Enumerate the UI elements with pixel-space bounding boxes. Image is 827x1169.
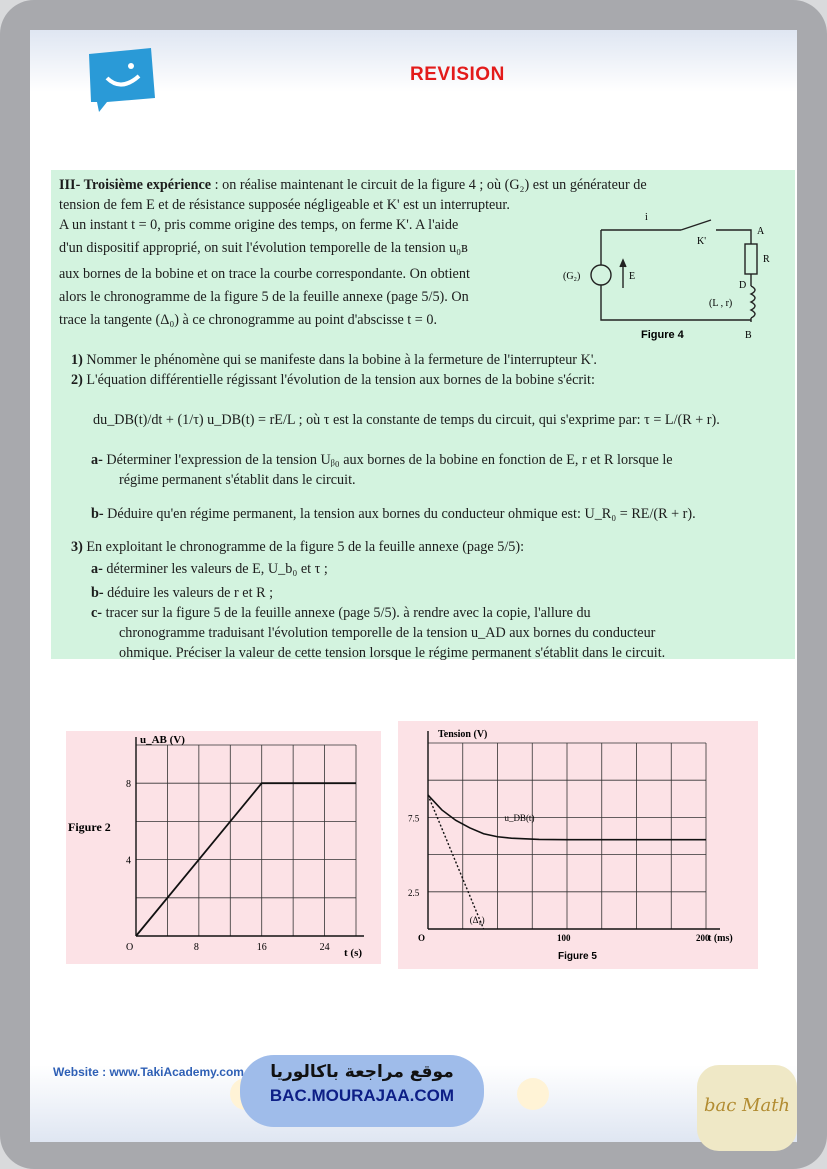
q-text: tracer sur la figure 5 de la feuille annexe (page 5/5). à rendre avec la copie, l'allure du [102,605,591,621]
exercise-line-5: aux bornes de la bobine et on trace la courbe correspondante. On obtient [59,266,470,282]
x-tick-label: 8 [193,942,199,953]
tangent-line [428,795,484,929]
x-axis-label: t (ms) [708,933,733,944]
chart-title: Figure 2 [68,820,111,834]
banner-arabic-text: موقع مراجعة باكالوريا [270,1062,454,1082]
label-d: D [739,280,747,291]
q-number: 1) [71,352,83,368]
chart-title: Figure 5 [558,951,597,962]
y-axis-label: Tension (V) [438,729,488,740]
q-text: Déterminer l'expression de la tension Uᵦ₀ aux bornes de la bobine en fonction de E, r et R lorsque le [102,452,673,468]
q-text: Nommer le phénomène qui se manifeste dans la bobine à la fermeture de l'interrupteur K'. [82,352,597,368]
banner-url[interactable]: BAC.MOURAJAA.COM [269,1086,455,1105]
exercise-line-1 [59,175,779,196]
question-3c-cont2: ohmique. Préciser la valeur de cette tension lorsque le régime permanent s'établit dans le circuit. [119,645,666,661]
figure-5-panel [398,721,758,969]
website-link[interactable]: Website : www.TakiAcademy.com [53,1065,244,1079]
figure-5-chart [398,721,758,969]
series-label-udb: u_DB(t) [504,812,535,823]
q-text: déterminer les valeurs de E, U_b₀ et τ ; [102,561,328,577]
label-a: A [757,226,765,237]
label-b: B [745,330,752,341]
q-letter: b- [91,585,104,601]
exercise-line-2: tension de fem E et de résistance supposée négligeable et K' est un interrupteur. [59,197,510,213]
label-l: (L , r) [709,298,733,309]
switch-k [681,220,711,230]
bac-mourajaa-banner[interactable] [240,1055,484,1127]
x-tick-label: O [418,933,426,943]
differential-equation: du_DB(t)/dt + (1/τ) u_DB(t) = rE/L ; où τ est la constante de temps du circuit, qui s'exprime par: τ = L/(R + r). [93,412,720,428]
x-tick-label: 16 [256,942,267,953]
x-tick-label: 200 [696,933,710,943]
generator-g2 [591,265,611,285]
y-tick-label: 2.5 [408,887,420,898]
series-label-tangent: (Δ₀) [469,915,485,926]
label-i: i [645,212,648,223]
question-1 [71,350,597,371]
question-2 [71,370,595,391]
x-tick-label: 24 [319,942,330,953]
label-g2: (G₂) [563,271,581,282]
figure-2-chart [66,731,381,964]
question-2a [91,450,673,471]
question-3a [91,559,328,580]
badge-text: bac Math [703,1095,791,1116]
question-3 [71,537,524,558]
exercise-line-3: A un instant t = 0, pris comme origine des temps, on ferme K'. A l'aide [59,217,459,233]
label-e: E [629,271,636,282]
circuit-figure-4 [563,210,801,350]
coil-l [751,286,755,318]
exercise-line-7: trace la tangente (Δ₀) à ce chronogramme au point d'abscisse t = 0. [59,312,437,328]
exercise-block [51,170,795,659]
q-letter: c- [91,605,103,621]
exercise-line-6: alors le chronogramme de la figure 5 de la feuille annexe (page 5/5). On [59,289,469,305]
mini-logo-right [517,1078,549,1110]
y-tick-label: 4 [126,855,131,867]
y-axis-label: u_AB (V) [140,734,185,746]
q-text: déduire les valeurs de r et R ; [103,585,274,601]
x-axis-label: t (s) [344,947,363,959]
taki-academy-logo [85,48,159,112]
page-title: REVISION [410,64,505,85]
exercise-line-4: d'un dispositif approprié, on suit l'évolution temporelle de la tension u₀ʙ [59,240,468,256]
question-3c [91,603,791,624]
q-number: 3) [71,539,83,555]
exercise-heading: III- Troisième expérience [59,177,212,193]
q-letter: a- [91,452,103,468]
y-tick-label: 8 [126,779,131,791]
q-text: En exploitant le chronogramme de la figure 5 de la feuille annexe (page 5/5): [82,539,525,555]
exercise-text: : on réalise maintenant le circuit de la figure 4 ; où (G₂) est un générateur de [211,177,647,193]
figure-4-caption: Figure 4 [641,329,684,341]
q-letter: a- [91,561,103,577]
resistor-r [745,244,757,274]
question-2a-cont: régime permanent s'établit dans le circuit. [119,472,356,488]
bac-math-badge [697,1065,797,1151]
q-number: 2) [71,372,83,388]
label-r: R [763,254,770,265]
label-k: K' [697,236,707,247]
question-3c-cont: chronogramme traduisant l'évolution temporelle de la tension u_AD aux bornes du conducteur [119,625,656,641]
x-tick-label: 100 [557,933,571,943]
q-letter: b- [91,506,104,522]
question-3b [91,583,273,604]
document-page [30,30,797,1142]
circuit-wire-right [716,230,751,244]
y-tick-label: 7.5 [408,813,420,824]
question-2b [91,504,696,525]
q-text: L'équation différentielle régissant l'évolution de la tension aux bornes de la bobine s'écrit: [82,372,595,388]
figure-2-panel [66,731,381,964]
x-tick-label: O [126,942,134,953]
q-text: Déduire qu'en régime permanent, la tension aux bornes du conducteur ohmique est: U_R₀ = RE/(R + r). [103,506,696,522]
